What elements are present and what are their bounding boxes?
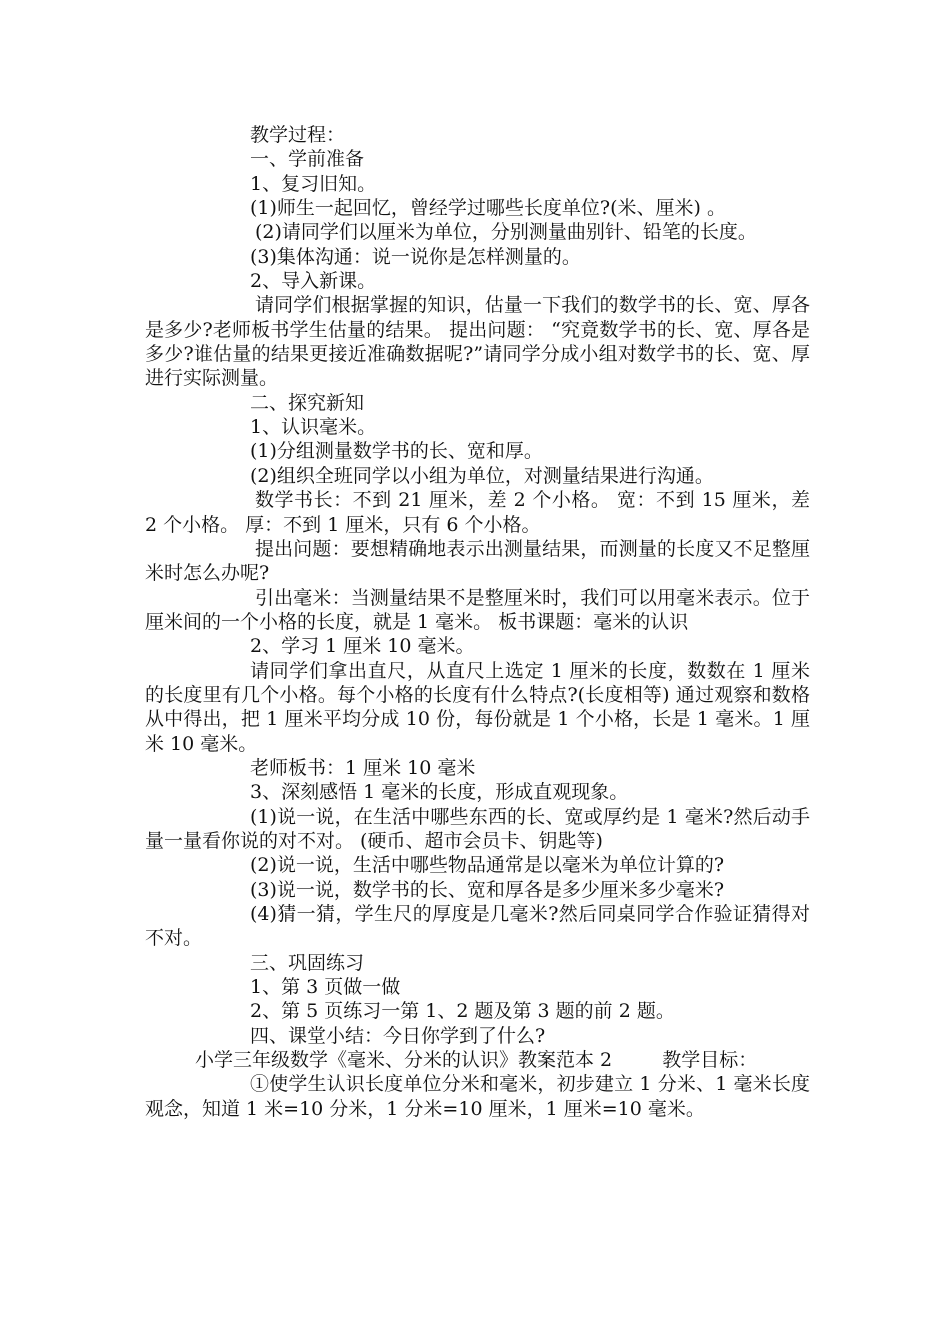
paragraph: 2、第 5 页练习一第 1、2 题及第 3 题的前 2 题。: [250, 1000, 675, 1023]
paragraph: ①使学生认识长度单位分米和毫米，初步建立 1 分米、1 毫米长度观念，知道 1 米=10 分米，1 分米=10 厘米，1 厘米=10 毫米。: [145, 1073, 810, 1120]
paragraph: 1、第 3 页做一做: [250, 976, 401, 999]
paragraph: 引出毫米：当测量结果不是整厘米时，我们可以用毫米表示。位于厘米间的一个小格的长度，就是 1 毫米。 板书课题：毫米的认识: [145, 586, 810, 633]
paragraph: (3)集体沟通：说一说你是怎样测量的。: [250, 245, 581, 268]
paragraph: (2)组织全班同学以小组为单位，对测量结果进行沟通。: [250, 464, 714, 487]
paragraph: (3)说一说，数学书的长、宽和厚各是多少厘米多少毫米?: [250, 878, 725, 901]
paragraph: 数学书长：不到 21 厘米，差 2 个小格。 宽：不到 15 厘米，差 2 个小格。 厚：不到 1 厘米，只有 6 个小格。: [145, 489, 810, 536]
paragraph: (4)猜一猜，学生尺的厚度是几毫米?然后同桌同学合作验证猜得对不对。: [145, 903, 810, 950]
paragraph: 2、导入新课。: [250, 270, 377, 293]
paragraph: 一、学前准备: [250, 148, 365, 171]
paragraph: 二、探究新知: [250, 391, 365, 414]
document-body: [145, 123, 810, 1121]
paragraph: 教学过程：: [250, 124, 346, 146]
paragraph: 1、复习旧知。: [250, 172, 377, 195]
paragraph: (1)师生一起回忆，曾经学过哪些长度单位?(米、厘米) 。: [250, 197, 726, 220]
paragraph: 三、巩固练习: [250, 951, 365, 974]
paragraph: 提出问题：要想精确地表示出测量结果，而测量的长度又不足整厘米时怎么办呢?: [145, 537, 810, 585]
paragraph: (1)说一说，在生活中哪些东西的长、宽或厚约是 1 毫米?然后动手量一量看你说的对不对。 (硬币、超市会员卡、钥匙等): [145, 805, 810, 852]
paragraph: 老师板书：1 厘米 10 毫米: [250, 756, 476, 779]
paragraph: 四、课堂小结：今日你学到了什么?: [250, 1024, 546, 1047]
paragraph: 1、认识毫米。: [250, 416, 377, 439]
paragraph: 2、学习 1 厘米 10 毫米。: [250, 635, 475, 658]
paragraph: 请同学们拿出直尺，从直尺上选定 1 厘米的长度，数数在 1 厘米的长度里有几个小格。每个小格的长度有什么特点?(长度相等) 通过观察和数格从中得出，把 1 厘米平均分成 10 份，每份就是 1 个小格，长是 1 毫米。1 厘米 10 毫米。: [145, 659, 810, 755]
paragraph: 请同学们根据掌握的知识，估量一下我们的数学书的长、宽、厚各是多少?老师板书学生估量的结果。 提出问题： “究竟数学书的长、宽、厚各是多少?谁估量的结果更接近准确数据呢?”请同学分成小组对数学书的长、宽、厚进行实际测量。: [145, 294, 810, 390]
paragraph: 小学三年级数学《毫米、分米的认识》教案范本 2 教学目标：: [195, 1049, 758, 1072]
paragraph: (2)说一说，生活中哪些物品通常是以毫米为单位计算的?: [250, 854, 725, 877]
paragraph: (1)分组测量数学书的长、宽和厚。: [250, 440, 543, 463]
paragraph: (2)请同学们以厘米为单位，分别测量曲别针、铅笔的长度。: [255, 221, 757, 244]
paragraph: 3、深刻感悟 1 毫米的长度，形成直观现象。: [250, 781, 629, 804]
